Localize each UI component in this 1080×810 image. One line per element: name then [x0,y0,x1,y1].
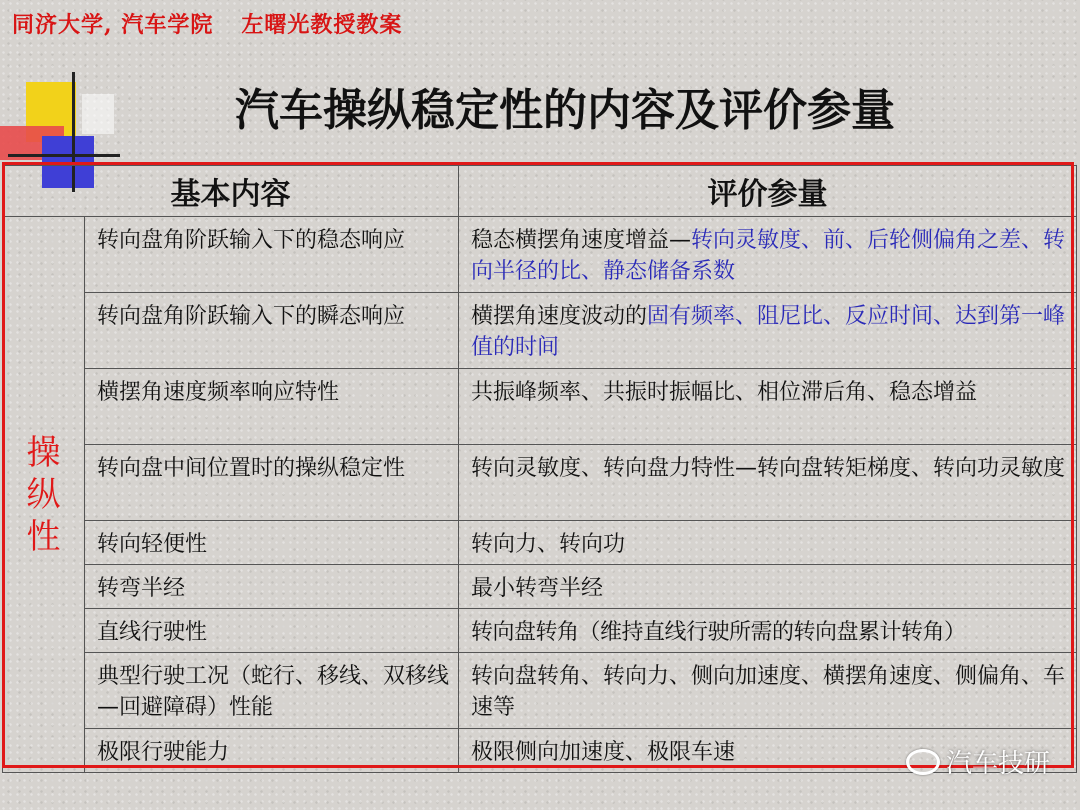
watermark-label: 汽车技研 [945,749,1050,779]
slide-title: 汽车操纵稳定性的内容及评价参量 [235,85,895,136]
content-cell: 转向轻便性 [85,521,459,565]
content-cell: 转弯半经 [85,565,459,609]
content-cell: 转向盘角阶跃输入下的瞬态响应 [85,293,459,369]
params-text: 最小转弯半经 [471,576,604,601]
params-text: 稳态横摆角速度增益— [471,228,692,253]
school-label: 同济大学, 汽车学院 [12,12,214,38]
header-content: 基本内容 [3,166,459,217]
content-cell: 转向盘角阶跃输入下的稳态响应 [85,217,459,293]
watermark [906,743,1050,780]
content-cell: 转向盘中间位置时的操纵稳定性 [85,445,459,521]
table-frame [2,162,1074,768]
params-highlight: 转向灵敏度、前、后轮侧偏角之差、转向半径的比、静态储备系数 [471,228,1066,284]
content-cell: 典型行驶工况（蛇行、移线、双移线—回避障碍）性能 [85,653,459,729]
category-label: 操纵性 [26,432,61,557]
params-text: 极限侧向加速度、极限车速 [471,740,736,765]
wechat-icon [906,749,940,775]
params-text: 转向盘转角、转向力、侧向加速度、横摆角速度、侧偏角、车速等 [471,664,1066,720]
params-text: 横摆角速度波动的 [471,304,648,329]
params-highlight: 固有频率、阻尼比、反应时间、达到第一峰值的时间 [471,304,1066,360]
params-text: 共振峰频率、共振时振幅比、相位滞后角、稳态增益 [471,380,978,405]
params-text: 转向盘转角（维持直线行驶所需的转向盘累计转角） [471,620,966,645]
content-cell: 极限行驶能力 [85,729,459,773]
header-params: 评价参量 [459,166,1077,217]
params-text: 转向灵敏度、转向盘力特性—转向盘转矩梯度、转向功灵敏度 [471,456,1066,481]
content-cell: 横摆角速度频率响应特性 [85,369,459,445]
params-text: 转向力、转向功 [471,532,626,557]
author-label: 左曙光教授教案 [241,12,403,38]
content-cell: 直线行驶性 [85,609,459,653]
course-header [12,8,402,39]
